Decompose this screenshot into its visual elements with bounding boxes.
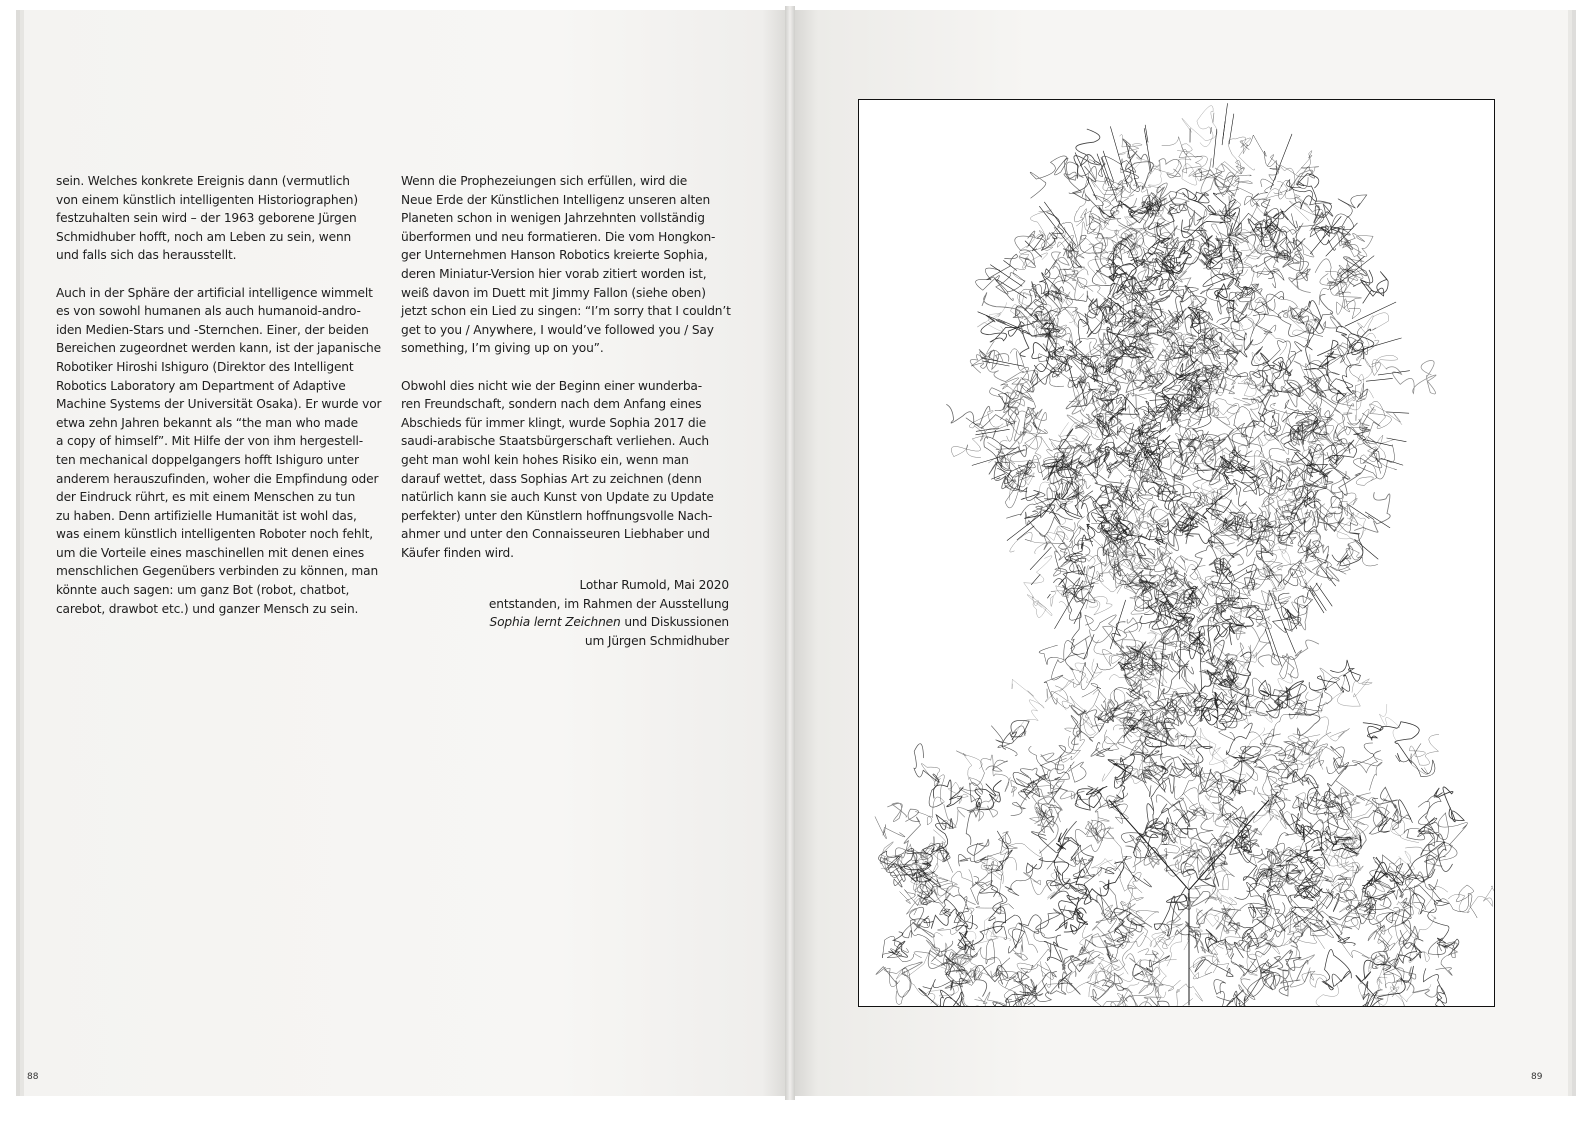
text-line: Bereichen zugeordnet werden kann, ist der japanische [56,341,381,356]
scribble-stroke [1179,435,1204,473]
text-line: Robotiker Hiroshi Ishiguro (Direktor des Intelligent [56,359,354,374]
scribble-stroke [1017,962,1046,993]
scribble-stroke [1135,529,1155,555]
scribble-stroke [945,980,970,996]
credit-line [401,613,729,632]
scribble-stroke [1195,822,1234,875]
text-line: saudi-arabische Staatsbürgerschaft verliehen. Auch [401,434,710,449]
text-line: carebot, drawbot etc.) und ganzer Mensch zu sein. [56,601,359,616]
scribble-stroke [1321,854,1338,881]
exhibition-title: Sophia lernt Zeichnen [489,615,621,630]
scribble-stroke [1070,524,1095,562]
spike-line [1211,127,1212,133]
text-line: get to you / Anywhere, I would’ve followed you / Say [401,322,714,337]
scribble-stroke [1434,787,1464,822]
book-spine [785,6,795,1100]
spike-line [1378,371,1409,375]
scribble-stroke [1409,915,1436,963]
scribble-stroke [1437,885,1477,918]
text-line: jetzt schon ein Lied zu singen: “I’m sorry that I couldn’t [401,304,731,319]
scribble-stroke [1081,653,1128,690]
scribble-stroke [1027,364,1059,392]
scribble-stroke [1082,683,1106,712]
text-line: und falls sich das herausstellt. [56,248,237,263]
scribble-stroke [937,908,974,934]
scribble-stroke [956,751,982,780]
portrait-illustration-frame [858,99,1495,1007]
scribble-stroke [981,314,1038,342]
scribble-stroke [1418,795,1441,833]
spike-line [1101,157,1117,202]
scribble-stroke [1195,957,1233,976]
text-line: Auch in der Sphäre der artificial intelligence wimmelt [56,285,373,300]
scribble-stroke [914,744,943,807]
scribble-stroke [1356,795,1389,834]
scribble-stroke [919,988,962,1007]
spike-line [1381,458,1403,465]
scribble-stroke [1105,689,1125,730]
scribble-stroke [1233,302,1286,355]
spike-line [997,280,1027,299]
text-line: ahmer und unter den Connaisseuren Liebhaber und [401,527,710,542]
spike-line [1039,206,1073,250]
text-line: etwa zehn Jahren bekannt als “the man who made [56,415,358,430]
text-line: ren Freundschaft, sondern nach dem Anfang eines [401,397,702,412]
scribble-stroke [1295,327,1314,351]
scribble-stroke [915,764,944,825]
scribble-stroke [1019,210,1051,269]
text-line: natürlich kann sie auch Kunst von Update zu Update [401,490,714,505]
scribble-stroke [1061,723,1084,762]
scribble-stroke [1025,282,1049,311]
text-line: anderem herauszufinden, woher die Empfindung oder [56,471,379,486]
scribble-stroke [1100,881,1136,917]
spike-line [997,478,1001,479]
scribble-stroke [1008,923,1037,960]
scribble-stroke [1180,828,1233,853]
scribble-stroke [1108,447,1140,491]
scribble-stroke [1379,704,1399,742]
scribble-stroke [900,889,920,914]
scribble-stroke [1075,269,1088,301]
scribble-stroke [1194,980,1226,1007]
spike-line [978,312,1006,324]
text-line: Robotics Laboratory am Department of Adaptive [56,378,346,393]
scribble-stroke [1400,920,1418,948]
scribble-stroke [1182,106,1217,147]
scribble-stroke [1288,863,1322,907]
text-line: Neue Erde der Künstlichen Intelligenz unseren alten [401,192,711,207]
text-line: es von sowohl humanen als auch humanoid-andro- [56,304,361,319]
spike-line [1310,590,1324,613]
scribble-stroke [1013,455,1047,477]
text-line: Wenn die Prophezeiungen sich erfüllen, wird die [401,174,688,188]
text-line: a copy of himself”. Mit Hilfe der von ihm hergestell- [56,434,364,449]
scribble-stroke [996,408,1026,449]
text-line: darauf wettet, dass Sophias Art zu zeichnen (denn [401,471,702,486]
author-date: Lothar Rumold, Mai 2020 [579,578,729,592]
scribble-stroke [1368,925,1390,946]
scribble-stroke [1353,426,1379,463]
text-line: ger Unternehmen Hanson Robotics kreierte Sophia, [401,248,708,263]
text-line: geht man wohl kein hohes Risiko ein, wenn man [401,452,689,467]
text-line: iden Medien-Stars und -Sternchen. Einer, der beiden [56,322,369,337]
text-line: der Eindruck rührt, es mit einem Menschen zu tun [56,490,356,505]
scribble-stroke [1015,231,1036,267]
scribble-stroke [1010,532,1050,554]
page-number-right: 89 [1531,1072,1543,1082]
scribble-stroke [1318,496,1344,531]
scribble-stroke [969,755,1010,795]
scribble-stroke [1115,988,1142,1007]
scribble-stroke [1026,504,1060,524]
scribble-stroke [911,919,940,962]
scribble-stroke [1290,565,1322,596]
scribble-stroke [1239,457,1267,487]
scribble-stroke [1214,175,1235,202]
scribble-stroke [1102,730,1119,751]
spike-line [976,429,1010,435]
scribble-stroke [1384,968,1409,983]
text-line: Abschieds für immer klingt, wurde Sophia 2017 die [401,415,707,430]
scribble-stroke [1257,908,1293,949]
scribble-stroke [1290,939,1315,987]
scribble-stroke [1156,483,1183,502]
scribble-stroke [1208,870,1235,923]
text-line: um die Vorteile eines maschinellen mit denen eines [56,545,365,560]
scribble-stroke [1005,865,1032,896]
scribble-stroke [1261,970,1281,990]
scribble-stroke [1190,953,1229,979]
scribble-stroke [986,760,1008,771]
scribble-stroke [1363,722,1419,764]
scribble-stroke [1111,755,1132,783]
scribble-stroke [1044,935,1067,962]
scribble-stroke [1226,596,1258,640]
scribble-stroke [1306,668,1345,701]
spike-line [1386,412,1408,413]
scribble-stroke [1410,734,1439,774]
scribble-stroke [1171,607,1242,645]
credit-line-suffix: und Diskussionen [620,615,729,630]
scribble-stroke [1246,135,1280,181]
text-line: ten mechanical doppelgangers hofft Ishiguro unter [56,452,359,467]
text-line: Machine Systems der Universität Osaka). Er wurde vor [56,397,382,412]
scribble-stroke [987,843,1042,875]
text-line: Schmidhuber hofft, noch am Leben zu sein, wenn [56,229,352,244]
paragraph [56,284,381,619]
scribble-stroke [1013,772,1039,798]
scribble-stroke [1116,732,1156,753]
scribble-stroke [1144,549,1163,570]
scribble-stroke [955,992,1005,1007]
scribble-stroke [1077,282,1121,309]
scribble-stroke [1328,195,1367,244]
scribble-stroke [1372,787,1397,808]
scribble-stroke [1362,955,1396,983]
text-line: könnte auch sagen: um ganz Bot (robot, chatbot, [56,583,350,598]
scribble-stroke [1215,328,1242,352]
scribble-stroke [1304,365,1361,401]
scribble-stroke [1360,333,1397,371]
scribble-stroke [1062,669,1086,688]
author-credit [401,576,729,650]
scribble-stroke [1089,618,1138,645]
scribble-stroke [1217,990,1246,1007]
text-line: was einem künstlich intelligenten Roboter noch fehlt, [56,527,374,542]
spike-line [1222,121,1225,145]
spike-line [1368,516,1374,520]
scribble-stroke [1184,788,1215,820]
scribble-stroke [1239,962,1276,989]
scribble-stroke [1021,931,1051,973]
scribble-stroke [980,832,1017,864]
scribble-stroke [995,462,1026,508]
spike-line [1030,547,1051,570]
scribble-stroke [1396,753,1435,776]
scribble-stroke [888,803,907,822]
scribble-stroke [1161,595,1187,640]
scribble-stroke [875,817,905,839]
text-line: deren Miniatur-Version hier vorab zitiert worden ist, [401,266,707,281]
scribble-stroke [937,870,973,896]
scribble-stroke [1332,533,1363,566]
text-line: Obwohl dies nicht wie der Beginn einer wunderba- [401,378,702,393]
scribble-stroke [1238,379,1264,389]
scribble-stroke [1136,492,1155,516]
scribble-stroke [1250,616,1271,653]
scribble-stroke [1282,308,1318,340]
scribble-stroke [1026,408,1048,434]
text-line: Planeten schon in wenigen Jahrzehnten vollständig [401,211,705,226]
scribble-stroke [961,916,1011,950]
scribble-stroke [1041,963,1086,987]
scribble-stroke [1386,361,1436,394]
spike-line [1316,583,1332,606]
text-line: zu haben. Denn artifizielle Humanität ist wohl das, [56,508,357,523]
scribble-stroke [1289,714,1320,739]
scribble-strokes [875,103,1495,1007]
spike-line [1213,129,1217,167]
scribble-stroke [1376,979,1431,1006]
scribble-stroke [991,726,1026,756]
scribble-stroke [1304,375,1336,405]
text-line: festzuhalten sein wird – der 1963 geborene Jürgen [56,211,357,226]
text-line: von einem künstlich intelligenten Historiographen) [56,192,358,207]
text-line: weiß davon im Duett mit Jimmy Fallon (siehe oben) [401,285,706,300]
line-drawn-portrait-icon [859,100,1495,1007]
scribble-stroke [1338,913,1369,959]
scribble-stroke [1280,656,1299,679]
text-line: something, I’m giving up on you”. [401,341,604,356]
scribble-stroke [1251,591,1277,612]
spike-line [1144,128,1147,145]
scribble-stroke [1235,882,1287,918]
credit-line: um Jürgen Schmidhuber [584,633,729,648]
spike-line [1110,127,1127,187]
scribble-stroke [1403,884,1449,905]
credit-line: entstanden, im Rahmen der Ausstellung [488,596,729,611]
scribble-stroke [1261,950,1301,973]
scribble-stroke [1024,556,1052,618]
scribble-stroke [1330,542,1362,575]
scribble-stroke [1376,905,1399,932]
scribble-stroke [1071,705,1119,742]
scribble-stroke [1063,415,1090,461]
text-column-1 [56,172,381,637]
scribble-stroke [880,844,952,873]
scribble-stroke [1091,742,1110,756]
scribble-stroke [876,962,922,997]
spike-line [1055,581,1083,629]
text-line: menschlichen Gegenübers verbinden zu können, man [56,564,379,579]
scribble-stroke [1228,137,1254,170]
text-line: perfekter) unter den Künstlern hoffnungsvolle Nach- [401,508,713,523]
scribble-stroke [1321,679,1372,713]
scribble-stroke [1039,641,1075,705]
scribble-stroke [996,831,1013,871]
scribble-stroke [1162,137,1207,177]
scribble-stroke [1154,887,1187,936]
spike-line [1320,567,1335,586]
scribble-stroke [1208,871,1236,905]
scribble-stroke [1282,372,1303,397]
scribble-stroke [1277,820,1329,847]
spike-line [1074,599,1087,623]
scribble-stroke [951,411,1003,458]
spike-line [1229,114,1234,144]
scribble-stroke [1358,313,1389,333]
paragraph [401,377,729,563]
spike-line [1048,594,1051,598]
paragraph [401,172,729,358]
scribble-stroke [1050,866,1087,934]
text-line: sein. Welches konkrete Ereignis dann (vermutlich [56,174,350,188]
scribble-stroke [1392,805,1411,830]
scribble-stroke [1268,684,1301,710]
scribble-stroke [947,405,990,426]
scribble-stroke [1423,969,1446,1007]
scribble-stroke [1214,543,1235,557]
scribble-stroke [1298,532,1324,562]
scribble-stroke [1087,818,1132,861]
scribble-stroke [1251,227,1284,288]
text-line: überformen und neu formatieren. Die vom Hongkon- [401,229,716,244]
scribble-stroke [1270,403,1310,418]
scribble-stroke [1046,269,1074,316]
scribble-stroke [1125,475,1154,506]
scribble-stroke [1269,230,1299,264]
scribble-stroke [1327,743,1374,774]
scribble-stroke [990,388,1033,404]
scribble-stroke [987,254,1018,300]
scribble-stroke [1356,960,1413,1007]
scribble-stroke [1019,913,1060,938]
scribble-stroke [1273,593,1301,632]
spike-line [1145,125,1148,142]
spike-line [1366,378,1392,381]
spike-line [1094,161,1095,163]
scribble-stroke [1352,751,1382,791]
page-number-left: 88 [27,1072,39,1082]
scribble-stroke [1311,866,1358,893]
scribble-stroke [1168,709,1200,749]
scribble-stroke [1277,562,1319,589]
spike-line [1355,539,1379,559]
scribble-stroke [1197,176,1241,232]
scribble-stroke [1280,151,1319,192]
scribble-stroke [1230,597,1262,629]
paragraph [56,172,381,265]
scribble-stroke [1064,162,1083,194]
scribble-stroke [1356,453,1397,485]
scribble-stroke [884,968,910,1004]
scribble-stroke [1287,745,1322,779]
scribble-stroke [1011,778,1045,823]
text-line: Käufer finden wird. [401,545,514,560]
scribble-stroke [1156,795,1196,823]
spike-line [1110,600,1125,649]
text-column-2 [401,172,729,581]
